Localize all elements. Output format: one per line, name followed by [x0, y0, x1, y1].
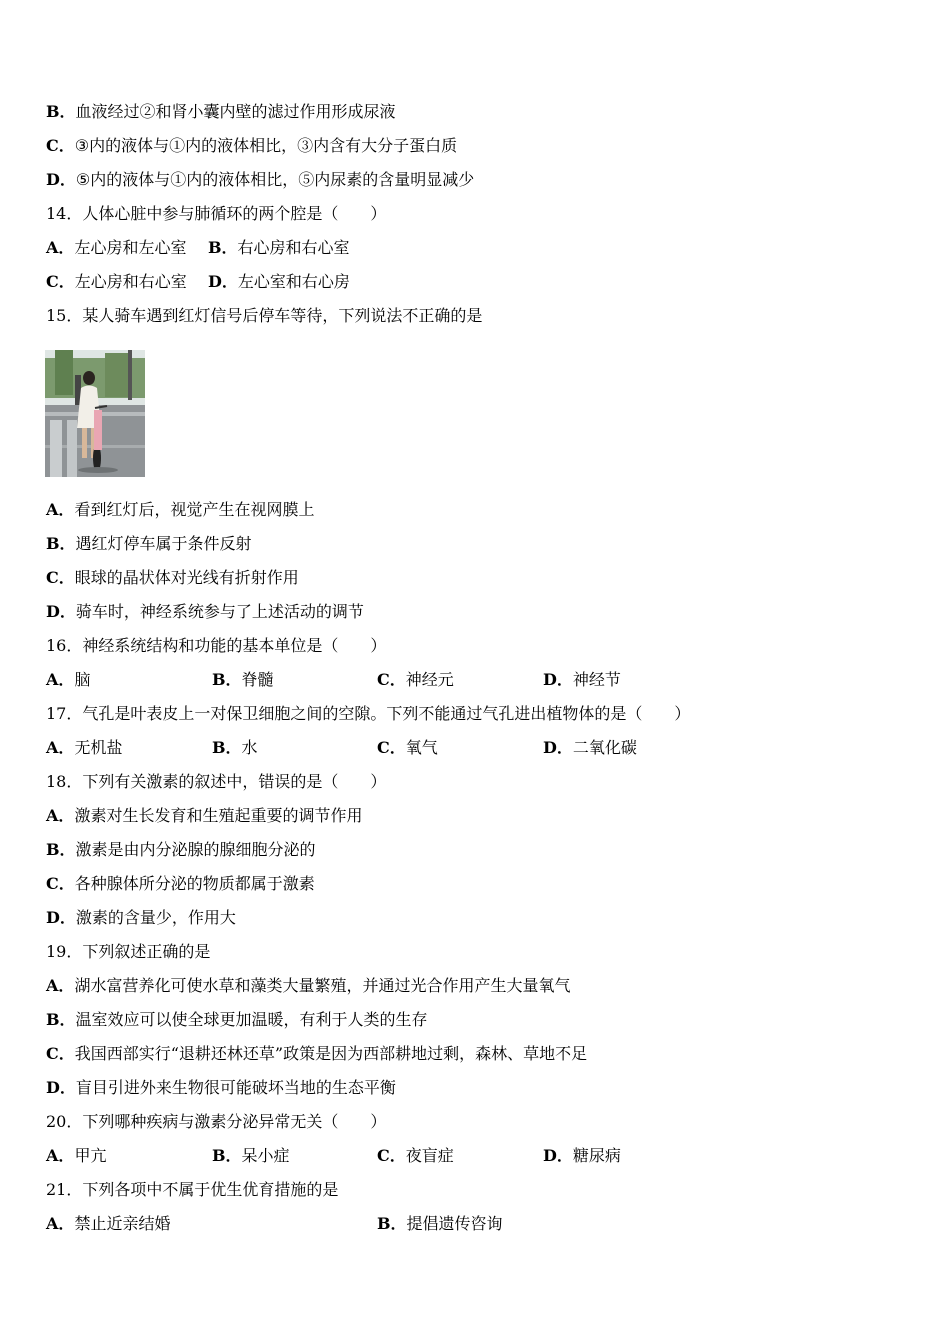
q17-option-a: A．无机盐 — [46, 738, 123, 757]
cyclist-photo — [45, 350, 145, 477]
q16-option-c: C．神经元 — [377, 670, 454, 689]
question-16: 16．神经系统结构和功能的基本单位是（ ） — [46, 636, 387, 655]
q20-option-a: A．甲亢 — [46, 1146, 107, 1165]
q21-option-b: B．提倡遗传咨询 — [377, 1214, 503, 1233]
option-line: A．激素对生长发育和生殖起重要的调节作用 — [46, 806, 363, 825]
question-18: 18．下列有关激素的叙述中，错误的是（ ） — [46, 772, 387, 791]
q16-option-d: D．神经节 — [543, 670, 621, 689]
q14-option-d: D．左心室和右心房 — [208, 272, 350, 291]
question-19: 19．下列叙述正确的是 — [46, 942, 211, 961]
option-line: C．眼球的晶状体对光线有折射作用 — [46, 568, 299, 587]
option-line: D．⑤内的液体与①内的液体相比，⑤内尿素的含量明显减少 — [46, 170, 475, 189]
question-15: 15．某人骑车遇到红灯信号后停车等待，下列说法不正确的是 — [46, 306, 483, 325]
q14-option-c: C．左心房和右心室 — [46, 272, 187, 291]
question-21: 21．下列各项中不属于优生优育措施的是 — [46, 1180, 339, 1199]
option-line: B．遇红灯停车属于条件反射 — [46, 534, 252, 553]
option-line: C．各种腺体所分泌的物质都属于激素 — [46, 874, 315, 893]
option-line: D．盲目引进外来生物很可能破坏当地的生态平衡 — [46, 1078, 396, 1097]
q14-option-a: A．左心房和左心室 — [46, 238, 187, 257]
question-20: 20．下列哪种疾病与激素分泌异常无关（ ） — [46, 1112, 387, 1131]
q17-option-b: B．水 — [212, 738, 258, 757]
option-line: A．湖水富营养化可使水草和藻类大量繁殖，并通过光合作用产生大量氧气 — [46, 976, 571, 995]
option-line: C．我国西部实行“退耕还林还草”政策是因为西部耕地过剩，森林、草地不足 — [46, 1044, 588, 1063]
q20-option-c: C．夜盲症 — [377, 1146, 454, 1165]
option-line: B．温室效应可以使全球更加温暖，有利于人类的生存 — [46, 1010, 428, 1029]
q17-option-c: C．氧气 — [377, 738, 438, 757]
option-line: B．激素是由内分泌腺的腺细胞分泌的 — [46, 840, 316, 859]
option-line: A．看到红灯后，视觉产生在视网膜上 — [46, 500, 315, 519]
q16-option-a: A．脑 — [46, 670, 91, 689]
q16-option-b: B．脊髓 — [212, 670, 274, 689]
question-14: 14．人体心脏中参与肺循环的两个腔是（ ） — [46, 204, 387, 223]
q21-option-a: A．禁止近亲结婚 — [46, 1214, 171, 1233]
q14-option-b: B．右心房和右心室 — [208, 238, 350, 257]
option-line: C．③内的液体与①内的液体相比，③内含有大分子蛋白质 — [46, 136, 458, 155]
option-line: B．血液经过②和肾小囊内壁的滤过作用形成尿液 — [46, 102, 396, 121]
option-line: D．骑车时，神经系统参与了上述活动的调节 — [46, 602, 364, 621]
q20-option-b: B．呆小症 — [212, 1146, 290, 1165]
question-17: 17．气孔是叶表皮上一对保卫细胞之间的空隙。下列不能通过气孔进出植物体的是（ ） — [46, 704, 691, 723]
option-line: D．激素的含量少，作用大 — [46, 908, 236, 927]
q17-option-d: D．二氧化碳 — [543, 738, 637, 757]
q20-option-d: D．糖尿病 — [543, 1146, 621, 1165]
